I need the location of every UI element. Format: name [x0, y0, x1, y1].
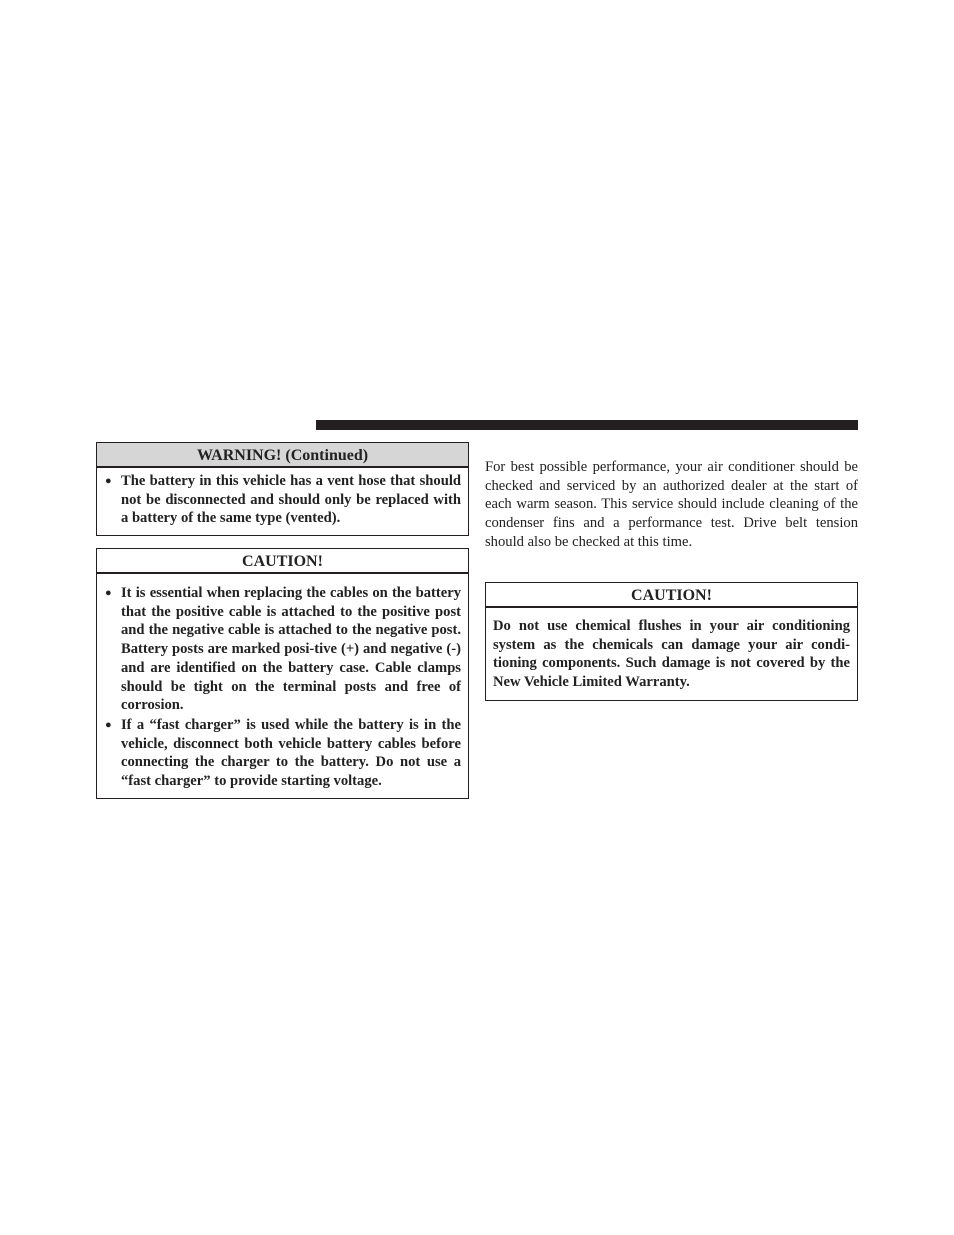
caution-title-ac: CAUTION! [486, 583, 857, 608]
caution-item-text: It is essential when replacing the cables on the battery that the positive cable is attached to the positive post and the negative cable is attached to the negative post. Battery posts are marked posi-tive (+) and negative (-) and are identified on the battery case. Cable clamps should be tight on the terminal posts and free of corrosion. [121, 585, 461, 714]
warning-list [97, 472, 461, 528]
caution-item [97, 716, 461, 791]
caution-title-battery: CAUTION! [97, 549, 468, 574]
bullet-icon: ● [105, 587, 112, 599]
caution-item-text: If a “fast charger” is used while the battery is in the vehicle, disconnect both vehicle battery cables before connecting the charger to the battery. Do not use a “fast charger” to provide starting voltage. [121, 716, 461, 790]
caution-item [97, 584, 461, 715]
warning-item [97, 472, 461, 528]
caution-body-battery [97, 574, 468, 791]
warning-box [96, 442, 469, 536]
section-header-bar [316, 420, 858, 430]
warning-item-text: The battery in this vehicle has a vent hose that should not be disconnected and should only be replaced with a battery of the same type (vented). [121, 473, 461, 527]
warning-body [97, 468, 468, 528]
warning-title: WARNING! (Continued) [97, 443, 468, 468]
body-paragraph: For best possible performance, your air conditioner should be checked and serviced by an authorized dealer at the start of each warm season. This service should include cleaning of the condenser fins and a performance test. Drive belt tension should also be checked at this time. [485, 459, 858, 550]
bullet-icon: ● [105, 475, 112, 487]
bullet-icon: ● [105, 718, 112, 731]
caution-list-battery [97, 584, 461, 791]
caution-box-battery [96, 548, 469, 799]
caution-box-ac [485, 582, 858, 701]
caution-text-ac: Do not use chemical flushes in your air conditioning system as the chemicals can damage your air condi-tioning components. Such damage is not covered by the New Vehicle Limited Warranty. [493, 618, 850, 691]
